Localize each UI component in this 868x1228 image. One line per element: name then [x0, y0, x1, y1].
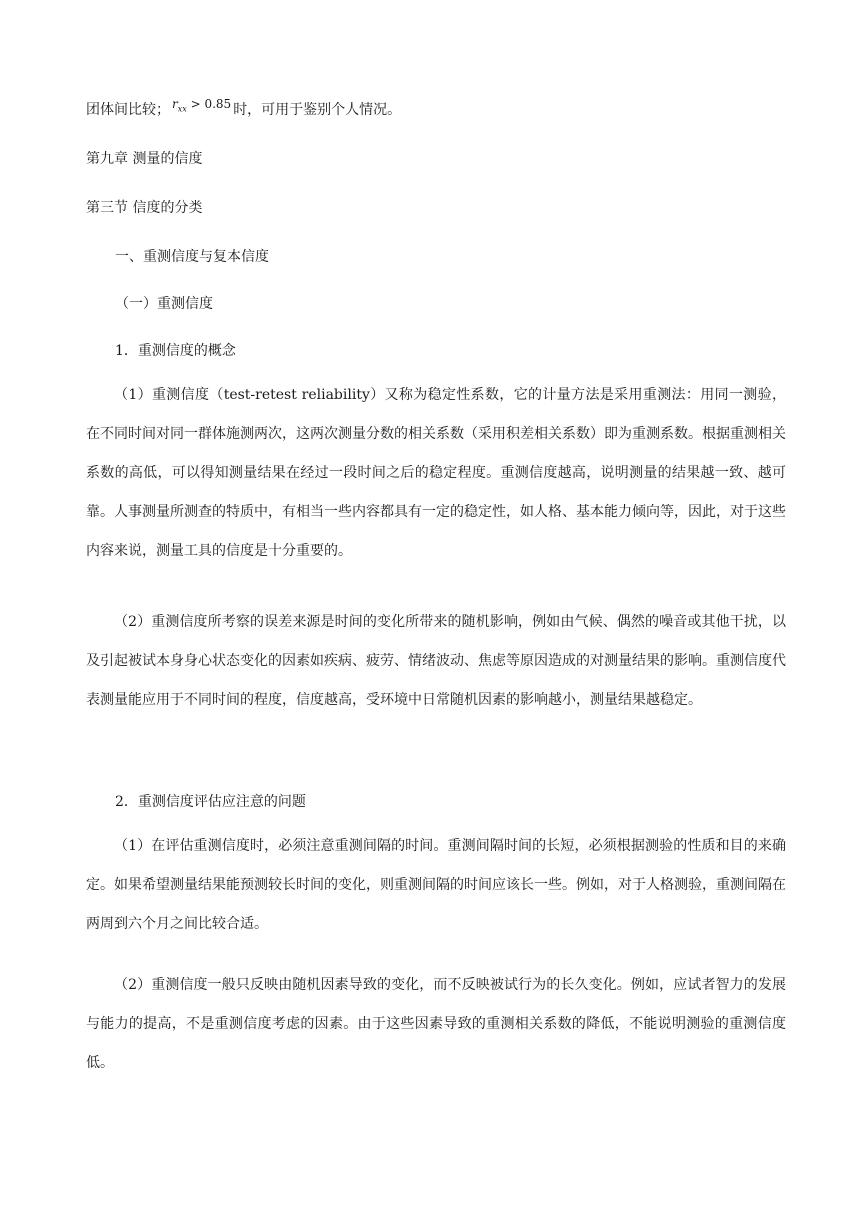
- section-title: 第三节 信度的分类: [86, 200, 203, 216]
- heading-level3-b: 2．重测信度评估应注意的问题: [115, 794, 306, 810]
- paragraph-4: （2）重测信度一般只反映由随机因素导致的变化，而不反映被试行为的长久变化。例如，应试者智力的发展与能力的提高，不是重测信度考虑的因素。由于这些因素导致的重测相关系数的降低，不能说明测验的重测信度低。: [86, 977, 786, 1071]
- intro-suffix: 时，可用于鉴别个人情况。: [233, 102, 402, 118]
- intro-line: [86, 97, 402, 125]
- paragraph-1: （1）重测信度（test-retest reliability）又称为稳定性系数，它的计量方法是采用重测法：用同一测验，在不同时间对同一群体施测两次，这两次测量分数的相关系数（采用积差相关系数）即为重测系数。根据重测相关系数的高低，可以得知测量结果在经过一段时间之后的稳定程度。重测信度越高，说明测量的结果越一致、越可靠。人事测量所测查的特质中，有相当一些内容都具有一定的稳定性，如人格、基本能力倾向等，因此，对于这些内容来说，测量工具的信度是十分重要的。: [86, 387, 786, 559]
- paragraph-2: （2）重测信度所考察的误差来源是时间的变化所带来的随机影响，例如由气候、偶然的噪音或其他干扰，以及引起被试本身身心状态变化的因素如疾病、疲劳、情绪波动、焦虑等原因造成的对测量结果的影响。重测信度代表测量能应用于不同时间的程度，信度越高，受环境中日常随机因素的影响越小，测量结果越稳定。: [86, 614, 786, 708]
- paragraph-3: （1）在评估重测信度时，必须注意重测间隔的时间。重测间隔时间的长短，必须根据测验的性质和目的来确定。如果希望测量结果能预测较长时间的变化，则重测间隔的时间应该长一些。例如，对于人格测验，重测间隔在两周到六个月之间比较合适。: [86, 838, 786, 932]
- chapter-title: 第九章 测量的信度: [86, 151, 203, 167]
- heading-level1: 一、重测信度与复本信度: [115, 249, 269, 265]
- intro-prefix: 团体间比较；: [86, 102, 170, 118]
- reliability-formula: $r_{xx} > 0.85$: [172, 97, 232, 114]
- heading-level2: （一）重测信度: [115, 296, 213, 312]
- heading-level3: 1．重测信度的概念: [115, 343, 236, 359]
